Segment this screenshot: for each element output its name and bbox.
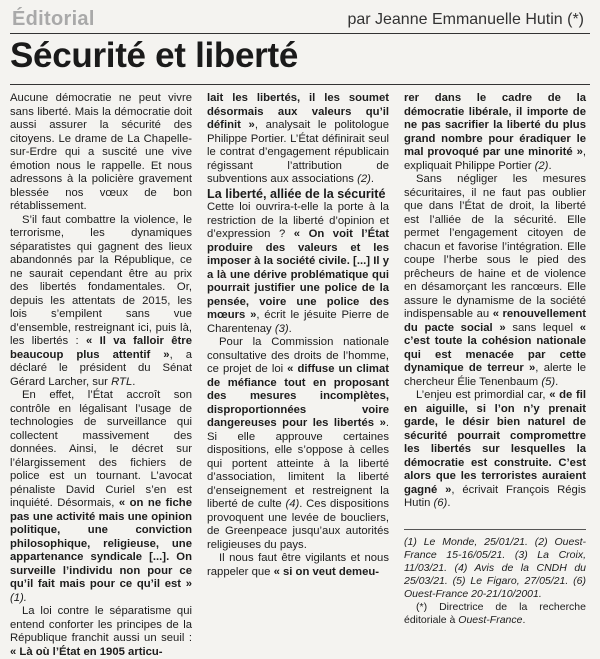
paragraph: Pour la Commission nationale consultative des droits de l’homme, ce projet de loi « diffuse un climat de méfiance tout en proposant des mesures incomplètes, disproportionnées voire dangereuses pour les libertés ». Si elle approuve certaines dispositions, elle s’oppose à celles qui portent atteinte à la liberté d’association, limitent la liberté d’enseignement et restreignent la liberté de culte (4). Ces dispositions provoquent une levée de boucliers, de Greenpeace jusqu’aux autorités religieuses du pays. [207, 336, 389, 551]
notes-divider [404, 529, 586, 530]
byline: par Jeanne Emmanuelle Hutin (*) [347, 11, 584, 28]
paragraph: En effet, l’État accroît son contrôle en légalisant l’usage de technologies de surveillance qui collectent massivement des données. Ainsi, le décret sur l’élargissement des fichiers de police est un tournant. L’avocat pénaliste David Curiel s’en est inquiété. Désormais, « on ne fiche pas une activité mais une opinion politique, une conviction philosophique, religieuse, une appartenance syndicale [...]. On surveille l’individu non pour ce qu’il fait mais pour ce qu’il est » (1). [10, 389, 192, 604]
paragraph: S’il faut combattre la violence, le terrorisme, les dynamiques séparatistes qui gagnent des lieux abandonnés par la République, ce ne saurait cependant être au prix des libertés fondamentales. Or, depuis les attentats de 2015, les lois s’empilent sans vue d’ensemble, restreignant ici, puis là, les libertés : « Il va falloir être beaucoup plus attentif », a déclaré le président du Sénat Gérard Larcher, sur RTL. [10, 213, 192, 388]
paragraph: Cette loi ouvrira-t-elle la porte à la restriction de la liberté d’opinion et d’expression ? « On voit l’État produire des valeurs et les imposer à la société civile. [...] Il y a là une dérive problématique qui pourrait justifier une police de la pensée, voire une police des mœurs », écrit le jésuite Pierre de Charentenay (3). [207, 201, 390, 335]
quote: « Là où l’État en 1905 articu- [10, 645, 163, 658]
article-title: Sécurité et liberté [10, 36, 299, 75]
paragraph: Il nous faut être vigilants et nous rappeler que « si on veut demeu- [207, 552, 389, 578]
quote: « de fil en aiguille, si l’on n’y prenait garde, le désir bien naturel de sécurité pourrait compromettre les libertés sur lesquelles la démocratie est construite. C’est alors que les terroristes auraient gagné » [404, 389, 586, 496]
paragraph: lait les libertés, il les soumet désormais aux valeurs qu’il définit », analysait le politologue Philippe Portier. L’État définirait seul le contrat d’engagement républicain régissant l’attribution de subventions aux associations (2). [207, 92, 389, 185]
paragraph: L’enjeu est primordial car, « de fil en aiguille, si l’on n’y prenait garde, le désir bien naturel de sécurité pourrait compromettre les libertés sur lesquelles la démocratie est construite. C’est alors que les terroristes auraient gagné », écrivait François Régis Hutin (6). [404, 389, 586, 509]
header-bar [10, 6, 590, 32]
quote: « c’est toute la cohésion nationale qui est menacée par cette dynamique de terreur » [404, 321, 586, 374]
quote: lait les libertés, il les soumet désormais aux valeurs qu’il définit » [207, 92, 389, 131]
quote: rer dans le cadre de la démocratie libérale, il importe de ne pas sacrifier la liberté du plus grand nombre pour éradiquer le mal provoqué par une minorité » [404, 92, 586, 158]
column-3 [404, 92, 586, 627]
column-2 [207, 92, 389, 579]
subheading: La liberté, alliée de la sécurité [207, 186, 386, 201]
header-rule [10, 33, 590, 34]
quote: « on ne fiche pas une activité mais une opinion politique, une conviction philosophique, religieuse, une appartenance syndicale [...]. On surveille l’individu non pour ce qu’il fait mais pour ce qu’il est » [10, 497, 192, 590]
paragraph: Sans négliger les mesures sécuritaires, il ne faut pas oublier que dans l’État de droit, la liberté est l’alliée de la sécurité. Elle permet l’engagement citoyen de chacun et favorise l’intégration. Elle coupe l’herbe sous le pied des prêcheurs de haine et de violence en désamorçant les rancœurs. Elle assure le dynamisme de la société indispensable au « renouvellement du pacte social » sans lequel « c’est toute la cohésion nationale qui est menacée par cette dynamique de terreur », alerte le chercheur Élie Tenenbaum (5). [404, 173, 587, 388]
footnotes: (1) Le Monde, 25/01/21. (2) Ouest-France 15-16/05/21. (3) La Croix, 11/03/21. (4) Avis de la CNDH du 25/03/21. (5) Le Figaro, 27/05/21. (6) Ouest-France 20-21/10/2001. [404, 535, 586, 600]
paragraph: La loi contre le séparatisme qui entend conforter les principes de la République franchit aussi un seuil : « Là où l’État en 1905 articu- [10, 605, 192, 658]
quote: « renouvellement du pacte social » [404, 308, 587, 334]
quote: « Il va falloir être beaucoup plus attentif » [10, 335, 192, 361]
title-rule [10, 84, 590, 85]
quote: « diffuse un climat de méfiance tout en proposant des mesures incomplètes, disproportionnées voire dangereuses pour les libertés » [207, 363, 389, 429]
paragraph: rer dans le cadre de la démocratie libérale, il importe de ne pas sacrifier la liberté du plus grand nombre pour éradiquer le mal provoqué par une minorité », expliquait Philippe Portier (2). [404, 92, 586, 172]
column-1 [10, 92, 192, 659]
quote: « On voit l’État produire des valeurs et les imposer à la société civile. [...] Il y a là une dérive problématique qui pourrait justifier une police de la pensée, voire une police des mœurs » [207, 228, 390, 321]
rubric-label: Éditorial [12, 8, 95, 30]
paragraph: Aucune démocratie ne peut vivre sans liberté. Mais la démocratie doit aussi assurer la sécurité des citoyens. Le drame de La Chapelle-sur-Erdre qui a suscité une vive émotion nous le rappelle. Et nous adressons à la policière gravement blessée nos vœux de bon rétablissement. [10, 92, 192, 212]
quote: « si on veut demeu- [273, 565, 380, 578]
source-name: RTL [111, 375, 133, 388]
author-note: (*) Directrice de la recherche éditoriale à Ouest-France. [404, 600, 586, 626]
article-body [10, 92, 592, 658]
